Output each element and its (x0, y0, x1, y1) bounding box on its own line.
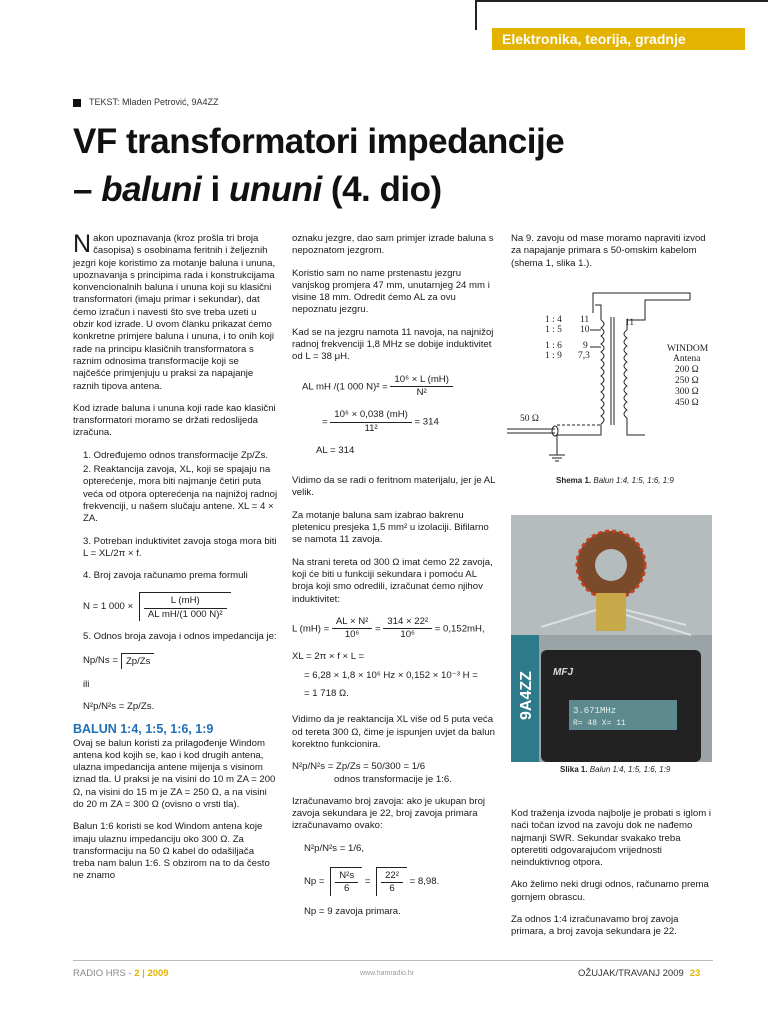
formula-lhs: L (mH) = (292, 623, 330, 635)
impedance-label: 200 Ω (675, 365, 699, 375)
sqrt-sign: Zp/Zs (121, 653, 155, 668)
column-3-bottom (511, 808, 716, 949)
paragraph: oznaku jezgre, dao sam primjer izrade baluna s nepoznatom jezgrom. (292, 233, 494, 257)
formula-result: = 8,98. (409, 875, 440, 887)
schematic-diagram (505, 285, 715, 470)
windom-label: WINDOM (667, 344, 709, 354)
bullet-square-icon (73, 99, 81, 107)
formula-primary-turns (304, 867, 497, 896)
list-item: 1. Određujemo odnos transformacije Zp/Zs. (83, 449, 269, 461)
formula-lhs: AL mH /(1 000 N)² = (302, 381, 388, 392)
numerator: 10⁶ × L (mH) (390, 374, 453, 387)
numerator: N²s (335, 870, 358, 883)
footer-magazine (73, 968, 169, 979)
word-ili: ili (83, 678, 90, 690)
primary-coil (601, 320, 604, 424)
column-2 (292, 233, 497, 928)
denominator: 6 (344, 883, 350, 895)
list-item: 4. Broj zavoja računamo prema formuli (83, 570, 248, 582)
title-i: i (201, 170, 229, 209)
numerator: L (mH) (144, 595, 227, 608)
formula-reactance: XL = 2π × f × L = (292, 651, 365, 663)
header-rule-vertical (475, 0, 477, 30)
paragraph: Za odnos 1:4 izračunavamo broj zavoja primara, a broj zavoja sekundara je 22. (511, 914, 679, 938)
formula-result: = 314 (414, 416, 439, 428)
figure-caption (560, 765, 670, 774)
drop-cap: N (73, 230, 92, 258)
wire-ground (557, 424, 601, 455)
fraction (335, 870, 358, 896)
title-baluni: baluni (101, 170, 202, 209)
source-impedance-label: 50 Ω (520, 414, 539, 424)
paragraph: Na 9. zavoju od mase moramo napraviti izvod za napajanje primara s 50-omskim kabelom (shema 1, slika 1.). (511, 233, 706, 269)
title-line-1: VF transformatori impedancije (73, 122, 565, 161)
paragraph: odnos transformacije je 1:6. (334, 773, 452, 785)
impedance-label: 450 Ω (675, 398, 699, 408)
formula-lhs: N = 1 000 × (83, 601, 134, 613)
denominator: N² (416, 386, 427, 398)
header-rule-horizontal (475, 0, 768, 2)
brand-label: MFJ (553, 667, 573, 678)
ratio-label: 1 : 5 (545, 325, 562, 335)
paragraph: Ovaj se balun koristi za prilagođenje Windom antena kod kojih se, kao i kod drugih antena, ulazna impedancija antene mijenja s visinom iznad tla. U praksi je na visini do 10 m ZA = 200 Ω, na visini do 15 m je ZA = 250 Ω, a na visini do 20 m ZA = 300 Ω (ovisno o vrsti tla). (73, 737, 276, 810)
tap-label: 11 (580, 315, 590, 325)
footer-issue: 2 | 2009 (134, 968, 169, 979)
caption-label: Shema 1. (556, 476, 592, 485)
balun-photo (511, 515, 712, 762)
formula-ratio (83, 653, 278, 668)
footer-rule (73, 960, 713, 961)
paragraph: Izračunavamo broj zavoja: ako je ukupan broj zavoja sekundara je 22, broj zavoja primara izračunavamo ovako: (292, 795, 486, 832)
footer-url: www.hamradio.hr (360, 970, 415, 977)
tap-label: 7,3 (578, 351, 590, 361)
equals: = (364, 875, 371, 887)
formula-lhs: = (322, 416, 328, 428)
tap-label: 9 (583, 341, 588, 351)
connector-icon (596, 593, 626, 631)
title-line-2 (73, 170, 442, 210)
list-item: 5. Odnos broja zavoja i odnos impedancija je: (83, 631, 277, 643)
formula-lhs: Np = (304, 875, 325, 887)
paragraph: Koristio sam no name prstenastu jezgru vanjskog promjera 47 mm, unutarnjeg 24 mm i visine 18 mm. Odredit ćemo AL za ovu nepoznatu jezgru. (292, 267, 490, 316)
numerator: 10⁶ × 0,038 (mH) (330, 409, 412, 422)
column-1 (73, 230, 278, 893)
paragraph: Na strani tereta od 300 Ω imat ćemo 22 zavoja, koji će biti u funkciji sekundara i pomoću AL broja koji smo odredili, izračunat ćemo njihov induktivitet: (292, 556, 493, 605)
fraction (390, 374, 453, 400)
title-ununi: ununi (228, 170, 322, 209)
formula-primary-ratio: N²p/N²s = 1/6, (304, 842, 364, 854)
figure-caption (556, 476, 674, 485)
denominator: AL mH/(1 000 N)² (147, 608, 223, 620)
callsign-label: 9A4ZZ (518, 671, 535, 720)
caption-label: Slika 1. (560, 765, 588, 774)
lcd-frequency: 3.671MHz (573, 706, 617, 716)
formula-reactance-result: = 1 718 Ω. (304, 688, 349, 700)
denominator: 10⁶ (344, 629, 360, 641)
caption-text: Balun 1:4, 1:5, 1:6, 1:9 (587, 765, 671, 774)
sqrt-sign (330, 867, 362, 896)
tap-label: 10 (580, 325, 590, 335)
secondary-coil (624, 330, 627, 418)
formula-transform: N²p/N²s = Zp/Zs = 50/300 = 1/6 (292, 761, 426, 773)
ratio-label: 1 : 9 (545, 351, 562, 361)
paragraph: Kod izrade baluna i ununa koji rade kao klasični transformatori moramo se držati redoslijeda izračuna. (73, 402, 276, 439)
footer-date (578, 968, 700, 979)
title-part: (4. dio) (321, 170, 442, 209)
formula-al-result: AL = 314 (316, 444, 355, 456)
denominator: 10⁶ (400, 629, 416, 641)
column-3 (511, 233, 711, 280)
intro-paragraph (73, 230, 278, 393)
formula-inductance (292, 616, 497, 642)
footer-date-text: OŽUJAK/TRAVANJ 2009 (578, 968, 684, 979)
toroid-hole (595, 549, 627, 581)
wire-secondary-bottom (627, 418, 645, 435)
wire-secondary-top (627, 300, 690, 330)
formula-lhs: Np/Ns = (83, 655, 118, 667)
numerator: AL × N² (332, 616, 372, 629)
fraction (330, 409, 412, 435)
wire-top (593, 293, 690, 313)
paragraph: Vidimo da je reaktancija XL više od 5 puta veća od tereta 300 Ω, čime je ispunjen uvjet da balun korektno funkcionira. (292, 714, 495, 750)
paragraph: Balun 1:6 koristi se kod Windom antena koje imaju ulaznu impedanciju oko 300 Ω. Za transformaciju na 50 Ω kabel do odašiljača treba nam balun 1:6. S obzirom na to da često ne znamo (73, 821, 270, 882)
fraction (144, 595, 227, 621)
secondary-turns-label: 11 (625, 318, 635, 328)
author-line (73, 97, 219, 107)
fraction (381, 870, 403, 896)
paragraph: Kod traženja izvoda najbolje je probati s iglom i naći točan izvod na zavoju dok ne nađemo najmanji SWR. Sekundar svakako treba opteretiti odgovarajućom vrijednosti neinduktivnog otpora. (511, 808, 711, 869)
list-item: 2. Reaktancija zavoja, XL, koji se spajaju na opterećenje, mora biti najmanje četiri puta veća od otpora opterećenja na najnižoj radnoj frekvenciji, u našem slučaju antene. XL = 4 × ZA. (83, 464, 278, 525)
formula-reactance-calc: = 6,28 × 1,8 × 10⁶ Hz × 0,152 × 10⁻³ H = (304, 669, 478, 681)
numerator: 314 × 22² (383, 616, 432, 629)
caption-text: Balun 1:4, 1:5, 1:6, 1:9 (591, 476, 674, 485)
title-dash: – (73, 170, 102, 209)
formula-al (302, 374, 497, 400)
fraction (332, 616, 372, 642)
impedance-label: 250 Ω (675, 376, 699, 386)
paragraph: Ako želimo neki drugi odnos, računamo prema gornjem obrascu. (511, 879, 709, 903)
paragraph: Vidimo da se radi o feritnom materijalu, jer je AL velik. (292, 475, 496, 499)
lcd-impedance: R= 48 X= 11 (573, 719, 626, 728)
formula-primary-result: Np = 9 zavoja primara. (304, 905, 401, 917)
antena-label: Antena (673, 354, 701, 364)
coax-end (552, 426, 558, 436)
section-banner: Elektronika, teorija, gradnje (492, 28, 745, 50)
numerator: 22² (381, 870, 403, 883)
paragraph: Kad se na jezgru namota 11 navoja, na najnižoj radnoj frekvenciji 1,8 MHz se dobije induktivitet od L = 38 μH. (292, 326, 494, 363)
wire-tap (595, 305, 601, 320)
ratio-label: 1 : 4 (545, 315, 562, 325)
denominator: 6 (389, 883, 395, 895)
ratio-label: 1 : 6 (545, 341, 562, 351)
formula-square-ratio: N²p/N²s = Zp/Zs. (83, 700, 155, 712)
denominator: 11² (364, 422, 378, 434)
footer-magazine-name: RADIO HRS - (73, 968, 135, 979)
sqrt-sign (376, 867, 407, 896)
list-item: 3. Potreban induktivitet zavoja stoga mora biti L = XL/2π × f. (83, 535, 277, 559)
section-heading: BALUN 1:4, 1:5, 1:6, 1:9 (73, 722, 214, 737)
author-text: TEKST: Mladen Petrović, 9A4ZZ (89, 97, 219, 107)
fraction (383, 616, 432, 642)
equals: = (375, 623, 381, 635)
intro-text: akon upoznavanja (kroz prošla tri broja časopisa) s osobinama feritnih i željeznih jezgri koje koristimo za motanje baluna i ununa, upoznavanja s principima rada i konstrukcijama konvencionalnih baluna i ununa koji su klasični transformatori (imaju primar i sekundar), dat ćemo izračun i navesti što sve treba uzeti u obzir kod izrade. U ovom članku prikazat ćemo konkretne primjere baluna i ununa, i to onih koji rade na principu klasičnih transformatora s raznim odnosima transformacije koji se najčešće primjenjuju u praksi za napajanje raznih tipova antena. (73, 233, 276, 392)
sqrt-sign (139, 592, 231, 621)
formula-turns (83, 592, 278, 621)
paragraph: Za motanje baluna sam izabrao bakrenu pletenicu presjeka 1,5 mm² u izolaciji. Bifilarno se namota 11 zavoja. (292, 509, 489, 546)
formula-result: = 0,152mH, (434, 623, 485, 635)
page-number: 23 (689, 968, 701, 979)
formula-al-value (322, 409, 497, 435)
impedance-label: 300 Ω (675, 387, 699, 397)
